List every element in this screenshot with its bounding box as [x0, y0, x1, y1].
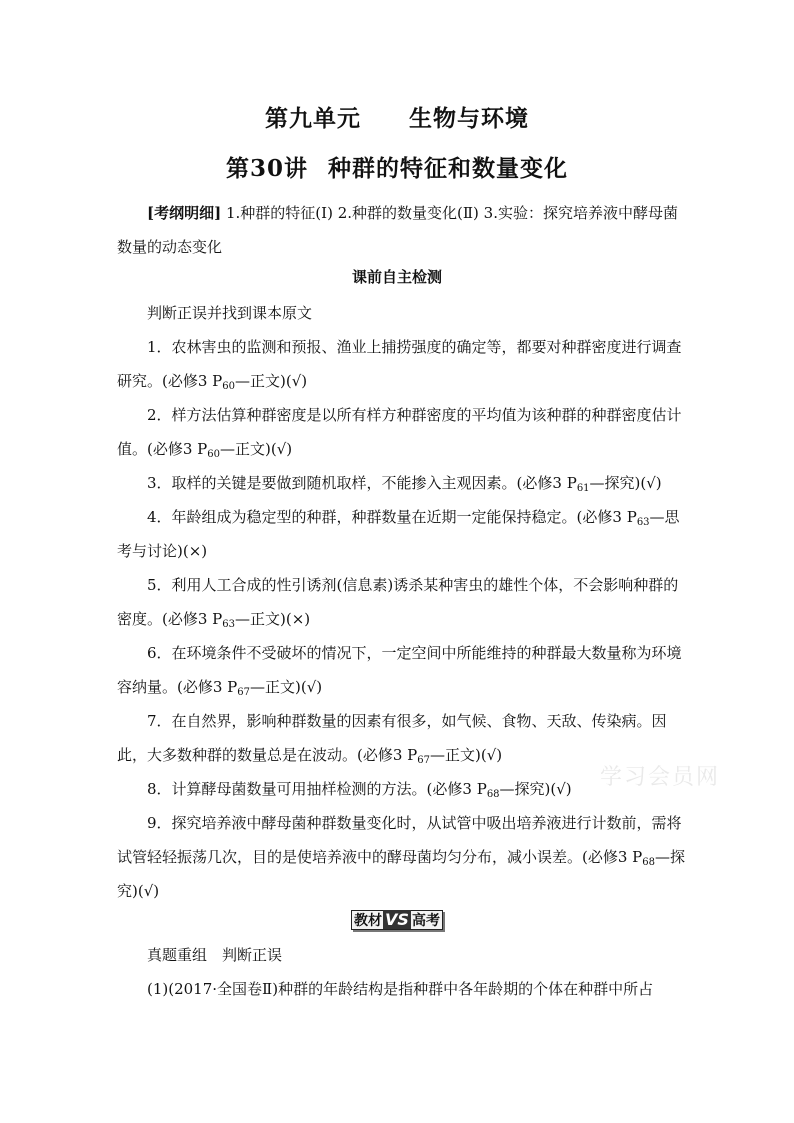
item-text: 8．计算酵母菌数量可用抽样检测的方法。(必修3 P [147, 780, 487, 798]
unit-title [0, 100, 794, 133]
lecture-number: 第30讲 [225, 155, 308, 182]
page-subscript: 60 [222, 381, 235, 392]
item-source: —正文)(√) [250, 678, 323, 696]
judge-item [117, 568, 685, 636]
item-source: —探究)(√) [117, 848, 686, 900]
item-source: —正文)(√) [235, 372, 308, 390]
page-subscript: 60 [207, 449, 220, 460]
item-source: —探究)(√) [499, 780, 572, 798]
item-text: 7．在自然界，影响种群数量的因素有很多，如气候、食物、天敌、传染病。因此，大多数种群的数量总是在波动。(必修3 P [117, 712, 667, 764]
page-subscript: 61 [576, 483, 590, 494]
item-text: 9．探究培养液中酵母菌种群数量变化时，从试管中吸出培养液进行计数前，需将试管轻轻振荡几次，目的是使培养液中的酵母菌均匀分布，减小误差。(必修3 P [117, 814, 682, 866]
watermark: 学习会员网 [600, 765, 721, 790]
item-source: —正文)(×) [235, 610, 311, 628]
page-subscript: 63 [636, 517, 650, 528]
badge-right: 高考 [411, 913, 440, 929]
outline-text: 1.种群的特征(Ⅰ) 2.种群的数量变化(Ⅱ) 3.实验：探究培养液中酵母菌数量的动态变化 [117, 204, 678, 256]
judge-item [117, 806, 685, 908]
vs-icon: VS [385, 910, 409, 929]
section-title: 课前自主检测 [351, 268, 442, 286]
lecture-title [0, 150, 794, 183]
item-text: 6．在环境条件不受破坏的情况下，一定空间中所能维持的种群最大数量称为环境容纳量。(必修3 P [117, 644, 682, 696]
unit-number: 第九单元 [265, 105, 361, 132]
exam-item-1: (1)(2017·全国卷Ⅱ)种群的年龄结构是指种群中各年龄期的个体在种群中所占 [147, 980, 654, 998]
item-source: —正文)(√) [430, 746, 503, 764]
judge-item [117, 466, 685, 500]
lecture-name: 种群的特征和数量变化 [328, 155, 568, 182]
judge-item [117, 636, 685, 704]
vs-badge [351, 910, 443, 930]
judge-heading: 判断正误并找到课本原文 [147, 304, 313, 322]
outline-tag: [考纲明细] [147, 204, 222, 222]
judge-item [117, 330, 685, 398]
page-subscript: 63 [222, 619, 235, 630]
judge-item [117, 398, 685, 466]
page-subscript: 68 [642, 857, 655, 868]
item-text: 4．年龄组成为稳定型的种群，种群数量在近期一定能保持稳定。(必修3 P [147, 508, 637, 526]
item-text: 3．取样的关键是要做到随机取样，不能掺入主观因素。(必修3 P [147, 474, 577, 492]
item-source: —思考与讨论)(×) [117, 508, 680, 560]
badge-left: 教材 [354, 913, 383, 929]
exam-heading: 真题重组 判断正误 [147, 946, 283, 964]
unit-name: 生物与环境 [409, 105, 529, 132]
item-text: 2．样方法估算种群密度是以所有样方种群密度的平均值为该种群的种群密度估计值。(必修3 P [117, 406, 682, 458]
item-list [117, 330, 685, 908]
page-subscript: 67 [237, 687, 250, 698]
item-text: 5．利用人工合成的性引诱剂(信息素)诱杀某种害虫的雄性个体，不会影响种群的密度。(必修3 P [117, 576, 679, 628]
item-source: —正文)(√) [220, 440, 293, 458]
textbook-vs-exam-banner [0, 910, 794, 930]
exam-section [117, 938, 685, 1006]
judge-item [117, 500, 685, 568]
item-source: —探究)(√) [589, 474, 662, 492]
syllabus-outline [117, 196, 685, 264]
judge-section [117, 296, 685, 908]
page-subscript: 68 [486, 789, 500, 800]
item-text: 1．农林害虫的监测和预报、渔业上捕捞强度的确定等，都要对种群密度进行调查研究。(必修3 P [117, 338, 682, 390]
page-subscript: 67 [417, 755, 430, 766]
